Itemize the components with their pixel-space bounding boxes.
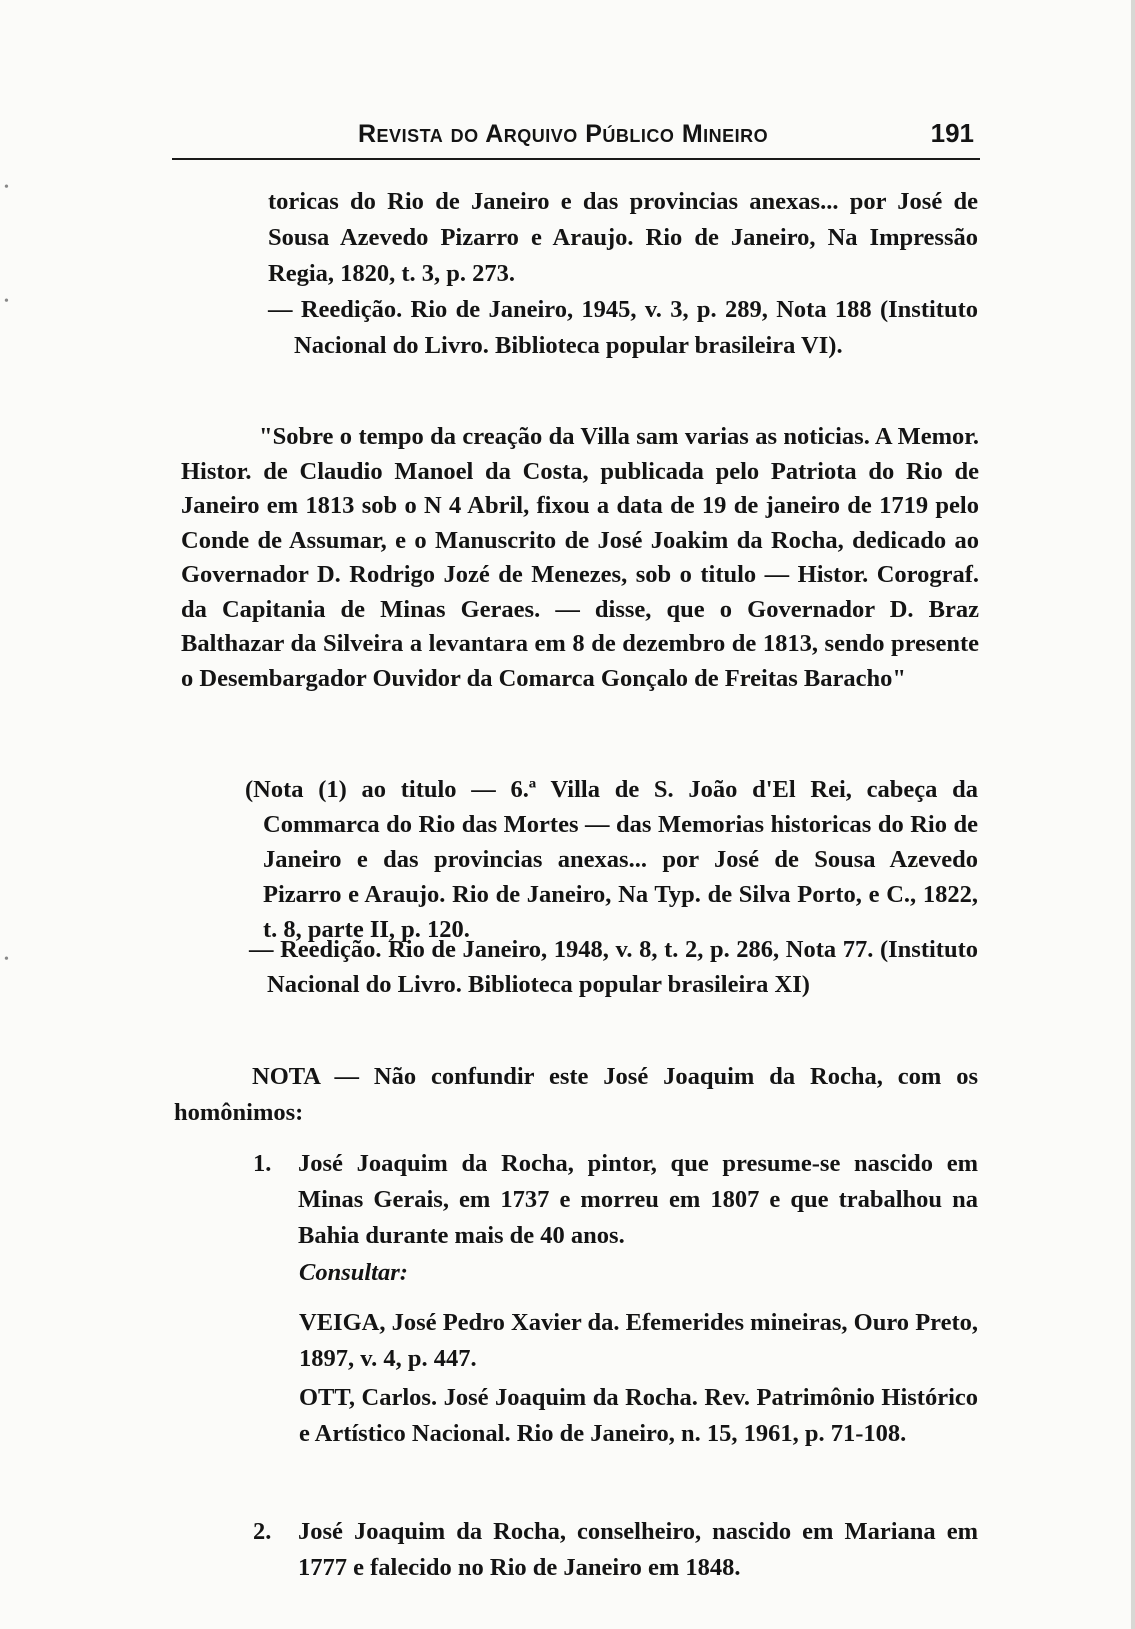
list-item-text: José Joaquim da Rocha, conselheiro, nascido em Mariana em 1777 e falecido no Rio de Janeiro em 1848. [298,1518,978,1581]
reedition-note-1: — Reedição. Rio de Janeiro, 1945, v. 3, p. 289, Nota 188 (Instituto Nacional do Livro. Biblioteca popular brasileira VI). [268,296,978,359]
nota-paragraph: NOTA — Não confundir este José Joaquim da Rocha, com os homônimos: [174,1063,978,1126]
reference-continuation: toricas do Rio de Janeiro e das provincias anexas... por José de Sousa Azevedo Pizarro e Araujo. Rio de Janeiro, Na Impressão Regia, 1820, t. 3, p. 273. [268,188,978,287]
bibliography-entry-ott: OTT, Carlos. José Joaquim da Rocha. Rev. Patrimônio Histórico e Artístico Nacional. Rio de Janeiro, n. 15, 1961, p. 71-108. [299,1384,978,1447]
running-header [172,118,980,160]
list-item-text: José Joaquim da Rocha, pintor, que presume-se nascido em Minas Gerais, em 1737 e morreu em 1807 e que trabalhou na Bahia durante mais de 40 anos. [298,1150,978,1249]
quotation-paragraph: "Sobre o tempo da creação da Villa sam varias as noticias. A Memor. Histor. de Claudio Manoel da Costa, publicada pelo Patriota do Rio de Janeiro em 1813 sob o N 4 Abril, fixou a data de 19 de janeiro de 1719 pelo Conde de Assumar, e o Manuscrito de José Joakim da Rocha, dedicado ao Governador D. Rodrigo Jozé de Menezes, sob o titulo — Histor. Corograf. da Capitania de Minas Geraes. — disse, que o Governador D. Braz Balthazar da Silveira a levantara em 8 de dezembro de 1813, sendo presente o Desembargador Ouvidor da Comarca Gonçalo de Freitas Baracho" [181,423,979,692]
list-item-number: 1. [253,1150,272,1177]
scan-speck: • [4,180,9,195]
page-edge [1131,0,1135,1629]
reedition-note-2: — Reedição. Rio de Janeiro, 1948, v. 8, t. 2, p. 286, Nota 77. (Instituto Nacional do Livro. Biblioteca popular brasileira XI) [249,936,978,998]
list-item [253,1514,978,1586]
consultar-heading: Consultar: [299,1259,408,1286]
scan-speck: • [4,952,9,967]
bibliography-entry-veiga: VEIGA, José Pedro Xavier da. Efemerides mineiras, Ouro Preto, 1897, v. 4, p. 447. [299,1309,978,1372]
list-item [253,1146,978,1254]
scan-speck: • [4,294,9,309]
running-title: Revista do Arquivo Público Mineiro [358,120,769,148]
list-item-number: 2. [253,1518,272,1545]
page-number: 191 [930,118,974,148]
title-note-reference: (Nota (1) ao titulo — 6.ª Villa de S. João d'El Rei, cabeça da Commarca do Rio das Mortes — das Memorias historicas do Rio de Janeiro e das provincias anexas... por José de Sousa Azevedo Pizarro e Araujo. Rio de Janeiro, Na Typ. de Silva Porto, e C., 1822, t. 8, parte II, p. 120. [245,776,978,943]
